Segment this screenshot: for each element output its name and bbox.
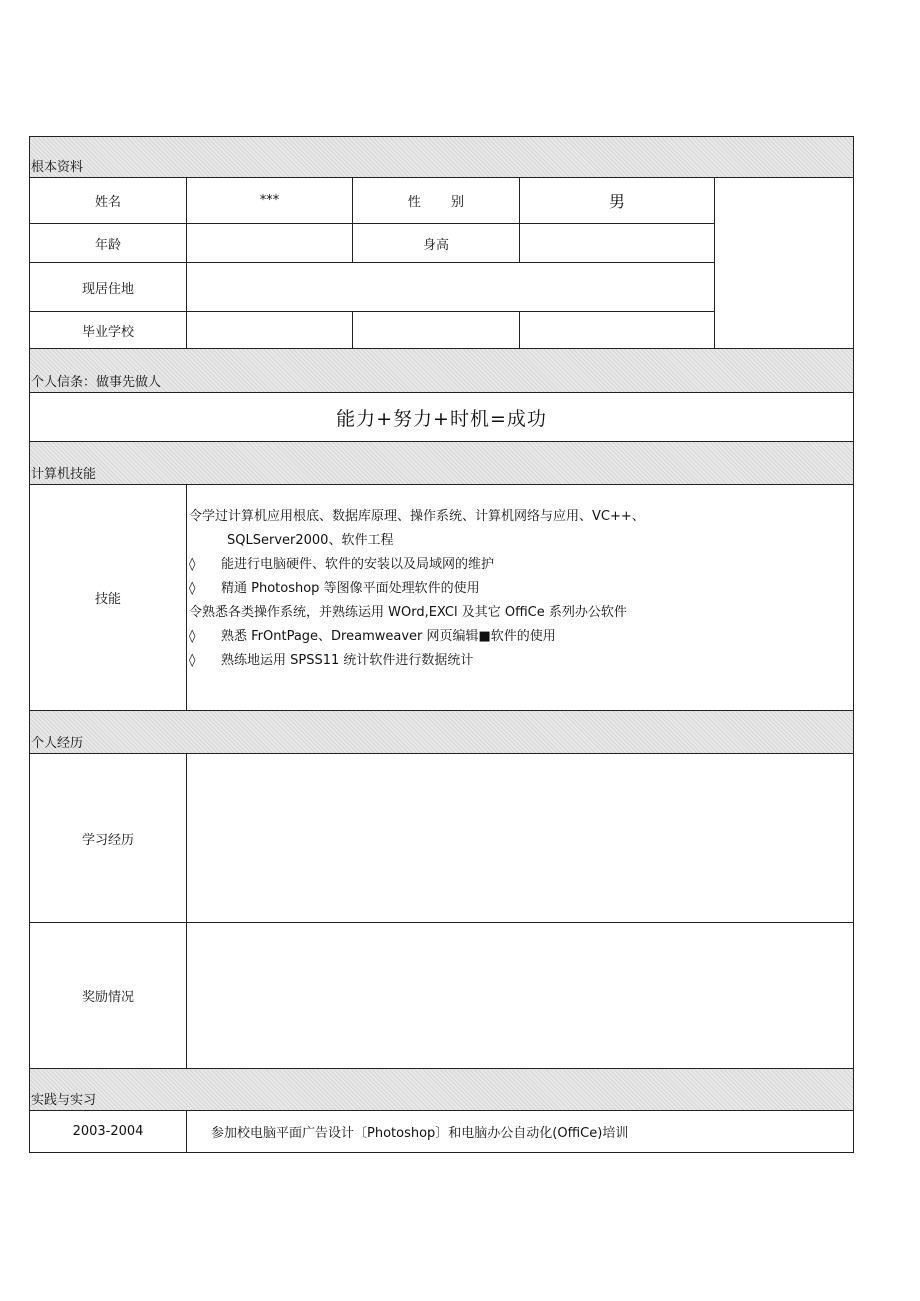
study-history-label: 学习经历 bbox=[30, 754, 187, 923]
skill-text: 能进行电脑硬件、软件的安装以及局域网的维护 bbox=[221, 557, 495, 572]
skill-text: 令熟悉各类操作系统，并熟练运用 WOrd,EXCl 及其它 OffiCe 系列办公软件 bbox=[189, 605, 627, 620]
awards-value bbox=[187, 923, 854, 1069]
skill-line bbox=[189, 625, 849, 649]
school-label: 毕业学校 bbox=[30, 312, 187, 349]
diamond-bullet-icon: ◊ bbox=[189, 557, 196, 572]
section-computer-skills: 计算机技能 bbox=[30, 442, 854, 485]
height-value bbox=[520, 224, 715, 263]
school-value bbox=[187, 312, 353, 349]
name-label: 姓名 bbox=[30, 178, 187, 224]
resume-form bbox=[29, 136, 853, 1153]
skill-line bbox=[189, 505, 849, 529]
skills-label: 技能 bbox=[30, 485, 187, 711]
address-value bbox=[187, 263, 715, 312]
skill-text: 熟练地运用 SPSS11 统计软件进行数据统计 bbox=[221, 653, 474, 668]
resume-table bbox=[29, 136, 854, 1153]
skill-text: 精通 Photoshop 等图像平面处理软件的使用 bbox=[221, 581, 480, 596]
skill-line bbox=[189, 529, 849, 553]
skill-line bbox=[189, 577, 849, 601]
school-extra-2 bbox=[520, 312, 715, 349]
age-value bbox=[187, 224, 353, 263]
photo-cell bbox=[715, 178, 854, 349]
gender-label: 性 别 bbox=[353, 178, 520, 224]
skill-line bbox=[189, 649, 849, 673]
gender-value: 男 bbox=[520, 178, 715, 224]
skill-text: 令学过计算机应用根底、数据库原理、操作系统、计算机网络与应用、VC++、 bbox=[189, 509, 645, 524]
height-label: 身高 bbox=[353, 224, 520, 263]
study-history-value bbox=[187, 754, 854, 923]
skill-text: 熟悉 FrOntPage、Dreamweaver 网页编辑■软件的使用 bbox=[221, 629, 556, 644]
section-motto: 个人信条：做事先做人 bbox=[30, 349, 854, 393]
skill-text: SQLServer2000、软件工程 bbox=[227, 533, 394, 548]
section-basic-info: 根本资料 bbox=[30, 137, 854, 178]
diamond-bullet-icon: ◊ bbox=[189, 629, 196, 644]
school-extra-1 bbox=[353, 312, 520, 349]
awards-label: 奖励情况 bbox=[30, 923, 187, 1069]
section-practice: 实践与实习 bbox=[30, 1069, 854, 1111]
motto-text: 能力+努力+时机=成功 bbox=[30, 393, 854, 442]
section-experience: 个人经历 bbox=[30, 711, 854, 754]
name-value: *** bbox=[187, 178, 353, 224]
skill-line bbox=[189, 553, 849, 577]
skill-line bbox=[189, 601, 849, 625]
practice-detail: 参加校电脑平面广告设计〔Photoshop〕和电脑办公自动化(OffiCe)培训 bbox=[187, 1111, 854, 1153]
address-label: 现居住地 bbox=[30, 263, 187, 312]
age-label: 年龄 bbox=[30, 224, 187, 263]
table-row bbox=[30, 1111, 854, 1153]
skills-list bbox=[187, 485, 854, 711]
diamond-bullet-icon: ◊ bbox=[189, 581, 196, 596]
diamond-bullet-icon: ◊ bbox=[189, 653, 196, 668]
practice-period: 2003-2004 bbox=[30, 1111, 187, 1153]
